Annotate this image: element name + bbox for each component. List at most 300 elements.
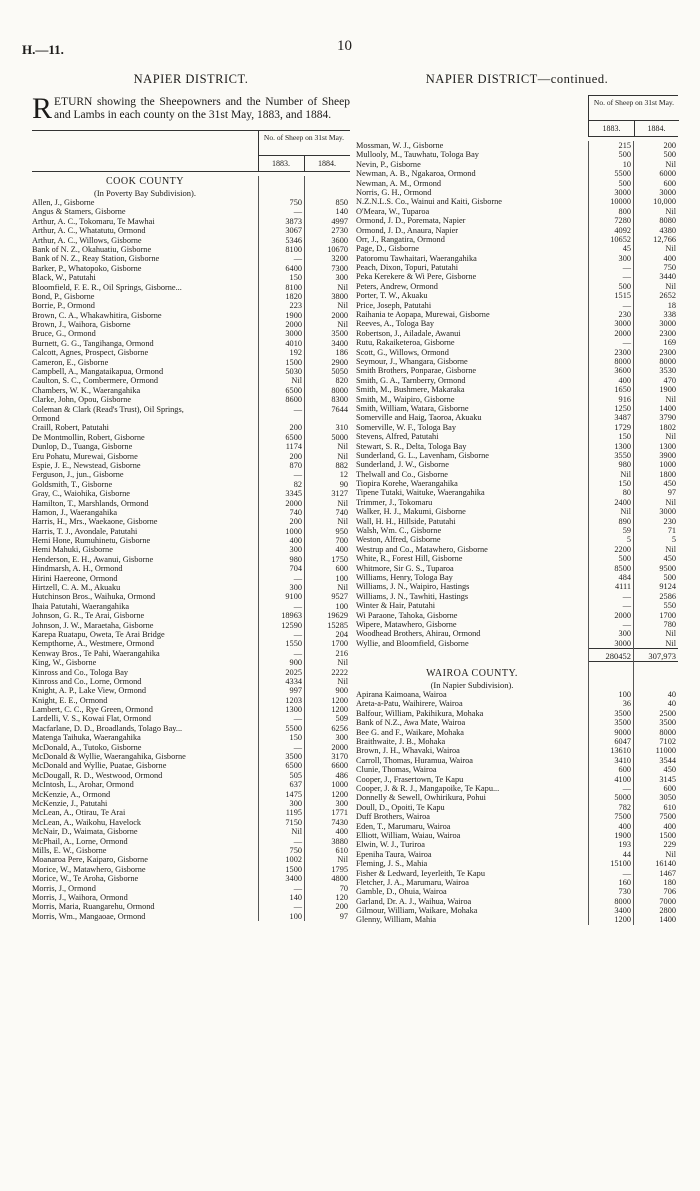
- sheep-1884: 3600: [331, 235, 348, 245]
- owner-name: Seymour, J., Whangara, Gisborne: [356, 356, 468, 366]
- sheep-1884: 610: [663, 802, 676, 812]
- table-row: [356, 728, 678, 737]
- sheep-1883: 3400: [285, 874, 302, 884]
- table-row: [32, 273, 350, 282]
- owner-name: Reeves, A., Tologa Bay: [356, 319, 435, 329]
- owner-name: Dunlop, D., Tuanga, Gisborne: [32, 442, 133, 452]
- sheep-1884: 1000: [331, 780, 348, 790]
- table-row: [356, 517, 678, 526]
- sheep-1884: Nil: [337, 498, 348, 508]
- sheep-1884: 8080: [659, 216, 676, 226]
- owner-name: Caulton, S. C., Combermere, Ormond: [32, 376, 159, 386]
- owner-name: Norris, G. H., Ormond: [356, 187, 432, 197]
- sheep-1883: 3410: [614, 755, 631, 765]
- owner-name: Somerville and Haig, Taoroa, Akuaku: [356, 413, 482, 423]
- sheep-1883: —: [622, 619, 631, 629]
- owner-name: Apirana Kaimoana, Wairoa: [356, 690, 447, 700]
- sheep-1884: 400: [663, 821, 676, 831]
- table-row: [356, 746, 678, 755]
- owner-name: Wipere, Matawhero, Gisborne: [356, 619, 457, 629]
- sheep-1883: 5500: [614, 169, 631, 179]
- subdivision-heading: (In Napier Subdivision).: [430, 680, 514, 691]
- owner-name: Eden, T., Marumaru, Wairoa: [356, 821, 451, 831]
- sheep-1884: 16140: [655, 859, 676, 869]
- owner-name: Woodhead Brothers, Ahirau, Ormond: [356, 629, 481, 639]
- sheep-1883: 7500: [614, 812, 631, 822]
- sheep-1884: 7500: [659, 812, 676, 822]
- sheep-1883: 900: [289, 658, 302, 668]
- owner-name: Morris, Maria, Ruangarehu, Ormond: [32, 902, 155, 912]
- owner-name: Bloomfield, F. E. R., Oil Springs, Gisborne...: [32, 282, 182, 292]
- drop-cap: R: [32, 92, 53, 125]
- sheep-1883: 1820: [285, 291, 302, 301]
- sheep-1884: 3440: [659, 272, 676, 282]
- sheep-1883: 150: [289, 733, 302, 743]
- table-row: [356, 897, 678, 906]
- sheep-1883: —: [293, 470, 302, 480]
- table-row: [32, 283, 350, 292]
- owner-name: Matenga Taihuka, Waerangahika: [32, 733, 141, 743]
- table-row: [32, 705, 350, 714]
- sheep-1883: 215: [618, 141, 631, 150]
- table-row: [32, 329, 350, 338]
- table-row: [356, 319, 678, 328]
- table-row: [32, 536, 350, 545]
- table-row: [32, 865, 350, 874]
- owner-name: Johnson, J. W., Maraetaha, Gisborne: [32, 620, 154, 630]
- sheep-1883: Nil: [291, 376, 302, 386]
- sheep-1883: —: [622, 272, 631, 282]
- sheep-1883: 740: [289, 507, 302, 517]
- sheep-1883: 100: [618, 690, 631, 700]
- sheep-1884: Nil: [665, 394, 676, 404]
- owner-name: Epeniha Taura, Wairoa: [356, 849, 432, 859]
- table-row: [356, 376, 678, 385]
- sheep-1884: 2300: [659, 347, 676, 357]
- sheep-1883: 5500: [285, 723, 302, 733]
- table-row: [32, 414, 350, 423]
- sheep-1884: 9500: [659, 563, 676, 573]
- table-row: [356, 141, 678, 150]
- table-row: [356, 859, 678, 868]
- owner-name: Peach, Dixon, Topuri, Patutahi: [356, 263, 459, 273]
- sheep-1884: 450: [663, 479, 676, 489]
- sheep-1883: 916: [618, 394, 631, 404]
- sheep-1884: 140: [335, 207, 348, 217]
- sheep-1883: 500: [618, 150, 631, 160]
- table-row: [32, 724, 350, 733]
- owner-name: Mullooly, M., Tauwhatu, Tologa Bay: [356, 150, 479, 160]
- sheep-1883: 6500: [285, 761, 302, 771]
- sheep-1884: 850: [335, 198, 348, 207]
- sheep-1883: 4100: [614, 774, 631, 784]
- sheep-1883: 8000: [614, 356, 631, 366]
- table-row: [356, 385, 678, 394]
- table-row: [32, 508, 350, 517]
- sheep-1883: 193: [618, 840, 631, 850]
- sheep-1884: Nil: [337, 583, 348, 593]
- owner-name: Arthur, A. C., Tokomaru, Te Mawhai: [32, 216, 155, 226]
- sheep-1883: 505: [289, 770, 302, 780]
- table-row: [32, 236, 350, 245]
- table-row: [32, 649, 350, 658]
- owner-name: Morris, J., Ormond: [32, 883, 96, 893]
- table-row: [32, 489, 350, 498]
- sheep-1883: 3000: [614, 319, 631, 329]
- sheep-1883: 997: [289, 686, 302, 696]
- owner-name: McDonald & Wyllie, Waerangahika, Gisborne: [32, 752, 186, 762]
- owner-name: Morris, Wm., Mangaoae, Ormond: [32, 911, 146, 921]
- table-row: [356, 235, 678, 244]
- owner-name: Mossman, W. J., Gisborne: [356, 141, 444, 150]
- sheep-1883: —: [293, 648, 302, 658]
- sheep-1883: 230: [618, 310, 631, 320]
- sheep-1884: Nil: [665, 544, 676, 554]
- sheep-1884: 12,766: [653, 234, 676, 244]
- sheep-1883: 7280: [614, 216, 631, 226]
- owner-name: McDonald and Wyllie, Puatae, Gisborne: [32, 761, 167, 771]
- sheep-1883: 15100: [610, 859, 631, 869]
- owner-name: Macfarlane, D. D., Broadlands, Tolago Bay...: [32, 723, 183, 733]
- owner-name: Peters, Andrew, Ormond: [356, 281, 438, 291]
- table-row: [32, 395, 350, 404]
- sheep-1883: 980: [289, 554, 302, 564]
- sheep-1884: 3145: [659, 774, 676, 784]
- sheep-1883: 1174: [285, 442, 302, 452]
- subdivision-heading: (In Poverty Bay Subdivision).: [94, 188, 196, 198]
- table-row: [32, 452, 350, 461]
- table-row: [356, 737, 678, 746]
- sheep-1884: 950: [335, 526, 348, 536]
- table-row: [356, 564, 678, 573]
- owner-name: Black, W., Patutahi: [32, 273, 96, 283]
- owner-name: McLean, A., Otirau, Te Arai: [32, 808, 126, 818]
- owner-name: Cameron, E., Gisborne: [32, 357, 109, 367]
- owner-name: Winter & Hair, Patutahi: [356, 601, 436, 611]
- sheep-1884: 8000: [659, 727, 676, 737]
- sheep-1883: —: [293, 601, 302, 611]
- table-row: [356, 812, 678, 821]
- sheep-1883: —: [293, 573, 302, 583]
- sheep-1883: 8100: [285, 244, 302, 254]
- sheep-1883: 13610: [610, 746, 631, 756]
- owner-name: Henderson, E. H., Awanui, Gisborne: [32, 554, 154, 564]
- sheep-1883: 730: [618, 887, 631, 897]
- table-row: [32, 245, 350, 254]
- sheep-1883: 484: [618, 572, 631, 582]
- table-row: [356, 592, 678, 601]
- sheep-1883: 18963: [281, 611, 302, 621]
- sheep-1883: Nil: [291, 827, 302, 837]
- sheep-1883: 782: [618, 802, 631, 812]
- table-row: [356, 840, 678, 849]
- table-row: [32, 226, 350, 235]
- sheep-1884: 40: [667, 699, 676, 709]
- sheep-1884: 450: [663, 765, 676, 775]
- owner-name: Hamilton, T., Marshlands, Ormond: [32, 498, 149, 508]
- owner-name: Wall, H. H., Hillside, Patutahi: [356, 516, 456, 526]
- sheep-1884: 230: [663, 516, 676, 526]
- sheep-1883: 9100: [285, 592, 302, 602]
- year-1883-header: 1883.: [272, 159, 290, 168]
- table-row: [32, 846, 350, 855]
- table-row: [356, 709, 678, 718]
- table-row: [356, 207, 678, 216]
- owner-name: Patoromu Tawhaitari, Waerangahika: [356, 253, 477, 263]
- sheep-1884: 338: [663, 310, 676, 320]
- sheep-1883: 500: [618, 554, 631, 564]
- sheep-1883: —: [293, 742, 302, 752]
- sheep-1884: 216: [335, 648, 348, 658]
- sheep-1883: 3345: [285, 489, 302, 499]
- sheep-1884: 5050: [331, 367, 348, 377]
- sheep-1884: 7000: [659, 896, 676, 906]
- sheep-1884: 15285: [327, 620, 348, 630]
- table-row: [356, 338, 678, 347]
- sheep-1883: 890: [618, 516, 631, 526]
- total-1884: 307,973: [633, 648, 678, 662]
- owner-name: Ferguson, J., jun., Gisborne: [32, 470, 124, 480]
- owner-name: Smith Brothers, Ponparae, Gisborne: [356, 366, 477, 376]
- sheep-1883: 3067: [285, 226, 302, 236]
- table-row: [356, 526, 678, 535]
- table-row: [32, 264, 350, 273]
- owner-name: Johnson, G. R., Te Arai, Gisborne: [32, 611, 145, 621]
- sheep-1884: 1900: [659, 385, 676, 395]
- sheep-1884: 180: [663, 877, 676, 887]
- sheep-1883: 59: [622, 526, 631, 536]
- owner-name: Chambers, W. K., Waerangahika: [32, 385, 141, 395]
- owner-name: Garland, Dr. A. J., Waihua, Wairoa: [356, 896, 472, 906]
- table-row: [356, 244, 678, 253]
- sheep-1884: 3800: [331, 291, 348, 301]
- sheep-1883: 5346: [285, 235, 302, 245]
- owner-name: Clarke, John, Opou, Gisborne: [32, 395, 132, 405]
- sheep-1884: 3500: [331, 329, 348, 339]
- table-row: [356, 582, 678, 591]
- sheep-1883: 5000: [614, 793, 631, 803]
- sheep-1884: 3530: [659, 366, 676, 376]
- owner-name: Knight, A. P., Lake View, Ormond: [32, 686, 147, 696]
- sheep-1883: 300: [289, 583, 302, 593]
- table-row: [356, 442, 678, 451]
- table-row: [356, 915, 678, 924]
- sheep-1884: 1771: [331, 808, 348, 818]
- sheep-1884: 300: [335, 733, 348, 743]
- sheep-1884: 97: [339, 911, 348, 921]
- table-row: [356, 197, 678, 206]
- owner-name: Smith, William, Watara, Gisborne: [356, 403, 469, 413]
- owner-name: Doull, D., Opoiti, Te Kapu: [356, 802, 445, 812]
- owner-name: McLean, A., Waikohu, Havelock: [32, 817, 142, 827]
- owner-name: Weston, Alfred, Gisborne: [356, 535, 441, 545]
- owner-name: Eru Pohatu, Murewai, Gisborne: [32, 451, 138, 461]
- sheep-1883: —: [622, 784, 631, 793]
- sheep-1883: 12590: [281, 620, 302, 630]
- owner-name: Bank of N. Z., Okahuatiu, Gisborne: [32, 244, 152, 254]
- table-row: [32, 292, 350, 301]
- sheep-1883: 5030: [285, 367, 302, 377]
- sheep-1884: 3000: [659, 319, 676, 329]
- sheep-1883: —: [293, 404, 302, 414]
- sheep-1883: 2000: [285, 320, 302, 330]
- sheep-1884: [304, 414, 350, 423]
- sheep-1884: 7102: [659, 737, 676, 747]
- owner-name: Gamble, D., Ohuia, Wairoa: [356, 887, 447, 897]
- sheep-1883: 1200: [614, 915, 631, 925]
- table-row: [356, 254, 678, 263]
- owner-name: Harris, T. J., Avondale, Patutahi: [32, 526, 138, 536]
- sheep-1884: 9527: [331, 592, 348, 602]
- owner-name: Gilmour, William, Waikare, Mohaka: [356, 906, 478, 916]
- sheep-1883: 2400: [614, 497, 631, 507]
- table-row: [356, 765, 678, 774]
- sheep-1884: 1802: [659, 422, 676, 432]
- table-row: [32, 714, 350, 723]
- owner-name: Stevens, Alfred, Patutahi: [356, 432, 439, 442]
- table-row: [32, 348, 350, 357]
- sheep-1884: Nil: [337, 442, 348, 452]
- sheep-1884: 2000: [331, 742, 348, 752]
- county-heading: WAIROA COUNTY.: [426, 668, 518, 680]
- sheep-1883: —: [293, 629, 302, 639]
- sheep-1883: —: [622, 868, 631, 878]
- owner-name: Elliott, William, Waiau, Wairoa: [356, 830, 461, 840]
- sheep-1884: 740: [335, 507, 348, 517]
- sheep-1884: 750: [663, 263, 676, 273]
- sheep-1883: —: [622, 591, 631, 601]
- owner-name: McKenzie, A., Ormond: [32, 789, 111, 799]
- table-row: [356, 357, 678, 366]
- sheep-1884: 700: [335, 536, 348, 546]
- table-row: [356, 282, 678, 291]
- owner-name: Arthur, A. C., Whatatutu, Ormond: [32, 226, 146, 236]
- sheep-1883: 160: [618, 877, 631, 887]
- table-row: [32, 818, 350, 827]
- owner-name: Ormond, J. D., Poremata, Napier: [356, 216, 466, 226]
- table-row: [32, 545, 350, 554]
- sheep-1884: 1200: [331, 695, 348, 705]
- owner-name: Bank of N.Z., Awa Mate, Wairoa: [356, 718, 466, 728]
- owner-name: Sunderland, J. W., Gisborne: [356, 460, 449, 470]
- table-row: [356, 160, 678, 169]
- sheep-1883: —: [622, 300, 631, 310]
- table-row: [32, 217, 350, 226]
- table-row: [32, 583, 350, 592]
- table-row: [32, 630, 350, 639]
- owner-name: Lambert, C. C., Rye Green, Ormond: [32, 705, 153, 715]
- sheep-1883: 1475: [285, 789, 302, 799]
- sheep-1884: Nil: [337, 320, 348, 330]
- owner-name: Stewart, S. R., Delta, Tologa Bay: [356, 441, 467, 451]
- sheep-1883: 9000: [614, 727, 631, 737]
- sheep-1883: 300: [289, 799, 302, 808]
- table-row: [356, 803, 678, 812]
- sheep-1884: Nil: [337, 451, 348, 461]
- owner-name: Lardelli, V. S., Kowai Flat, Ormond: [32, 714, 152, 724]
- owner-name: Page, D., Gisborne: [356, 244, 419, 254]
- owner-name: Espie, J. E., Newstead, Gisborne: [32, 460, 141, 470]
- owner-name: Fleming, J. S., Mahia: [356, 859, 428, 869]
- sheep-1883: 800: [618, 206, 631, 216]
- owner-name: N.Z.N.L.S. Co., Wainui and Kaiti, Gisborne: [356, 197, 502, 207]
- sheep-1884: 3200: [331, 254, 348, 264]
- table-row: [356, 272, 678, 281]
- sheep-1883: 300: [289, 545, 302, 555]
- sheep-1884: 310: [335, 423, 348, 433]
- owner-name: Whitmore, Sir G. S., Tuparoa: [356, 563, 454, 573]
- sheep-count-header: No. of Sheep on 31st May.: [263, 133, 345, 142]
- table-row: [32, 320, 350, 329]
- owner-name: Porter, T. W., Akuaku: [356, 291, 428, 301]
- sheep-1884: 7644: [331, 404, 348, 414]
- owner-name: Knight, E. E., Ormond: [32, 695, 108, 705]
- owner-name: Orr, J., Rangatira, Ormond: [356, 234, 445, 244]
- sheep-1884: 3544: [659, 755, 676, 765]
- owner-name: Gray, C., Waiohika, Gisborne: [32, 489, 130, 499]
- table-row: [32, 499, 350, 508]
- owner-name: Borrie, P., Ormond: [32, 301, 95, 311]
- table-row: [32, 386, 350, 395]
- sheep-1884: 2222: [331, 667, 348, 677]
- table-row: [32, 686, 350, 695]
- owner-name: Calcott, Agnes, Prospect, Gisborne: [32, 348, 149, 358]
- table-row: [32, 527, 350, 536]
- sheep-1884: 6000: [659, 169, 676, 179]
- sheep-1883: 3873: [285, 216, 302, 226]
- table-row: [32, 771, 350, 780]
- sheep-1884: 600: [335, 564, 348, 574]
- right-column-header: [588, 95, 678, 137]
- owner-name: Duff Brothers, Wairoa: [356, 812, 430, 822]
- table-row: [356, 545, 678, 554]
- sheep-1883: —: [293, 254, 302, 264]
- sheep-1883: 5: [626, 535, 631, 545]
- sheep-1884: Nil: [337, 855, 348, 865]
- sheep-1883: —: [622, 263, 631, 273]
- owner-name: Kenway Bros., Te Pahi, Waerangahika: [32, 648, 160, 658]
- sheep-1883: 2200: [614, 544, 631, 554]
- sheep-1884: 8000: [331, 385, 348, 395]
- owner-name: Kinross and Co., Lorne, Ormond: [32, 676, 142, 686]
- sheep-1884: 200: [663, 141, 676, 150]
- table-row: [356, 395, 678, 404]
- sheep-1884: 97: [667, 488, 676, 498]
- owner-name: Brown, J. H., Whavaki, Wairoa: [356, 746, 460, 756]
- table-row: [32, 602, 350, 611]
- sheep-1884: 3127: [331, 489, 348, 499]
- sheep-1883: 1203: [285, 695, 302, 705]
- table-row: [356, 906, 678, 915]
- sheep-1884: 169: [663, 338, 676, 348]
- sheep-1884: 90: [339, 479, 348, 489]
- sheep-1884: 3000: [659, 187, 676, 197]
- owner-name: Smith, G. A., Tarnberry, Ormond: [356, 375, 466, 385]
- sheep-1884: 1400: [659, 915, 676, 925]
- sheep-1884: 600: [663, 178, 676, 188]
- sheep-1884: Nil: [665, 432, 676, 442]
- owner-name: Brown, J., Waihora, Gisborne: [32, 320, 131, 330]
- sheep-1884: Nil: [337, 658, 348, 668]
- sheep-1884: Nil: [665, 849, 676, 859]
- sheep-1884: 100: [335, 573, 348, 583]
- sheep-1884: 400: [335, 545, 348, 555]
- table-row: [356, 535, 678, 544]
- return-intro: [32, 92, 350, 125]
- sheep-1884: 500: [663, 150, 676, 160]
- owner-name: Karepa Ruatapu, Oweta, Te Arai Bridge: [32, 629, 165, 639]
- owner-name: Fletcher, J. A., Marumaru, Wairoa: [356, 877, 469, 887]
